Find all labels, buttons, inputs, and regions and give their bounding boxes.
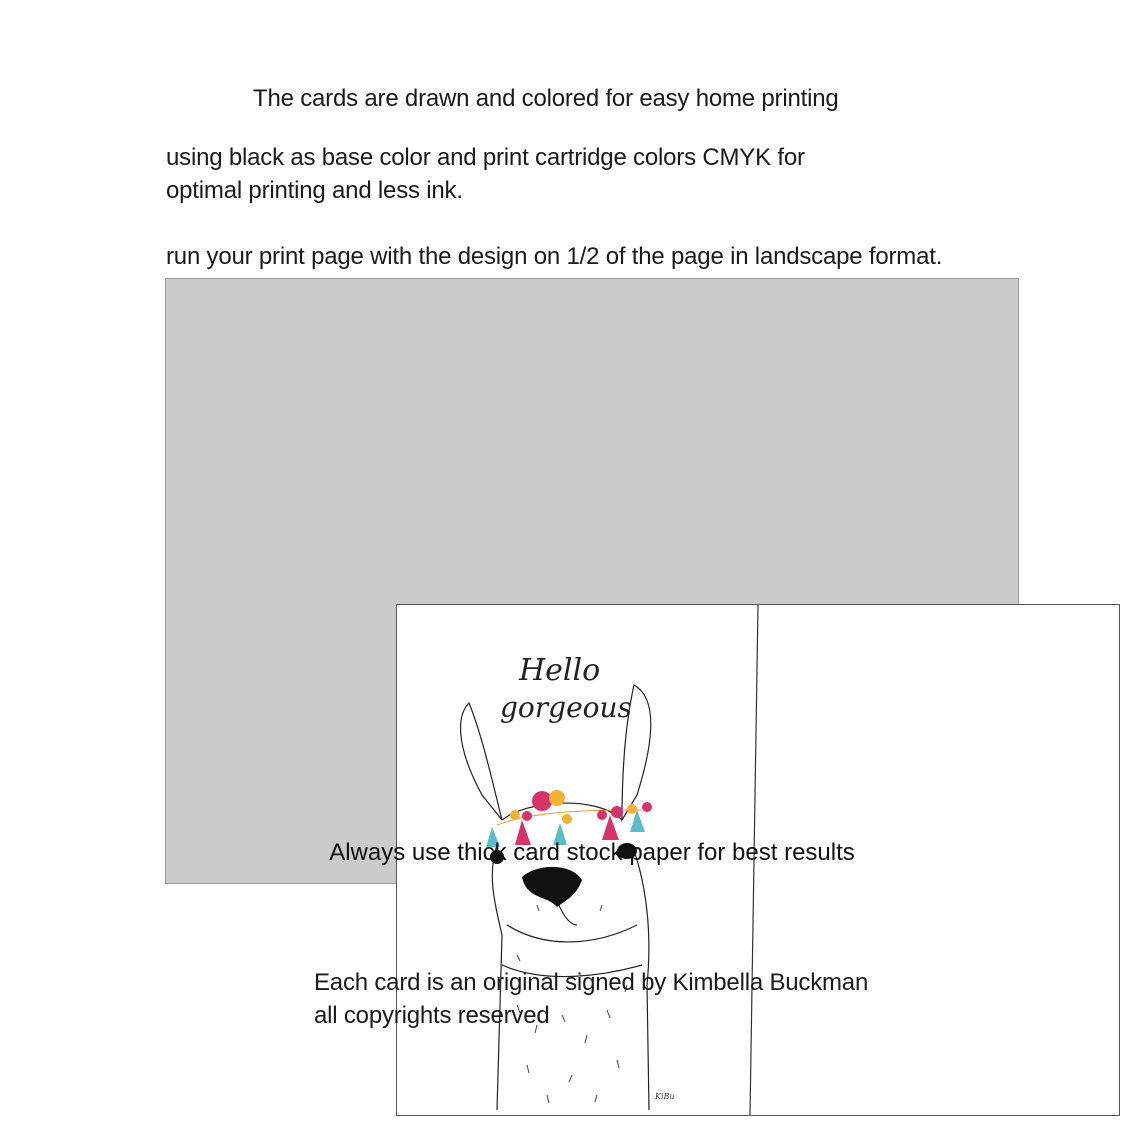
greeting-gorgeous: gorgeous: [500, 691, 632, 724]
greeting-hello: Hello: [519, 653, 601, 688]
intro-line-4: run your print page with the design on 1/2 of the page in landscape format.: [166, 243, 943, 270]
intro-line-3: optimal printing and less ink.: [166, 177, 463, 204]
footer-line-2: all copyrights reserved: [314, 1002, 550, 1029]
footer-line-1: Each card is an original signed by Kimbella Buckman: [314, 969, 869, 996]
intro-line-1: The cards are drawn and colored for easy home printing: [253, 85, 839, 112]
llama-nose: [522, 867, 582, 907]
preview-caption: Always use thick card stock paper for best results: [329, 839, 855, 866]
intro-line-2: using black as base color and print cartridge colors CMYK for: [166, 144, 805, 171]
artist-signature: KiBu: [655, 1092, 675, 1101]
